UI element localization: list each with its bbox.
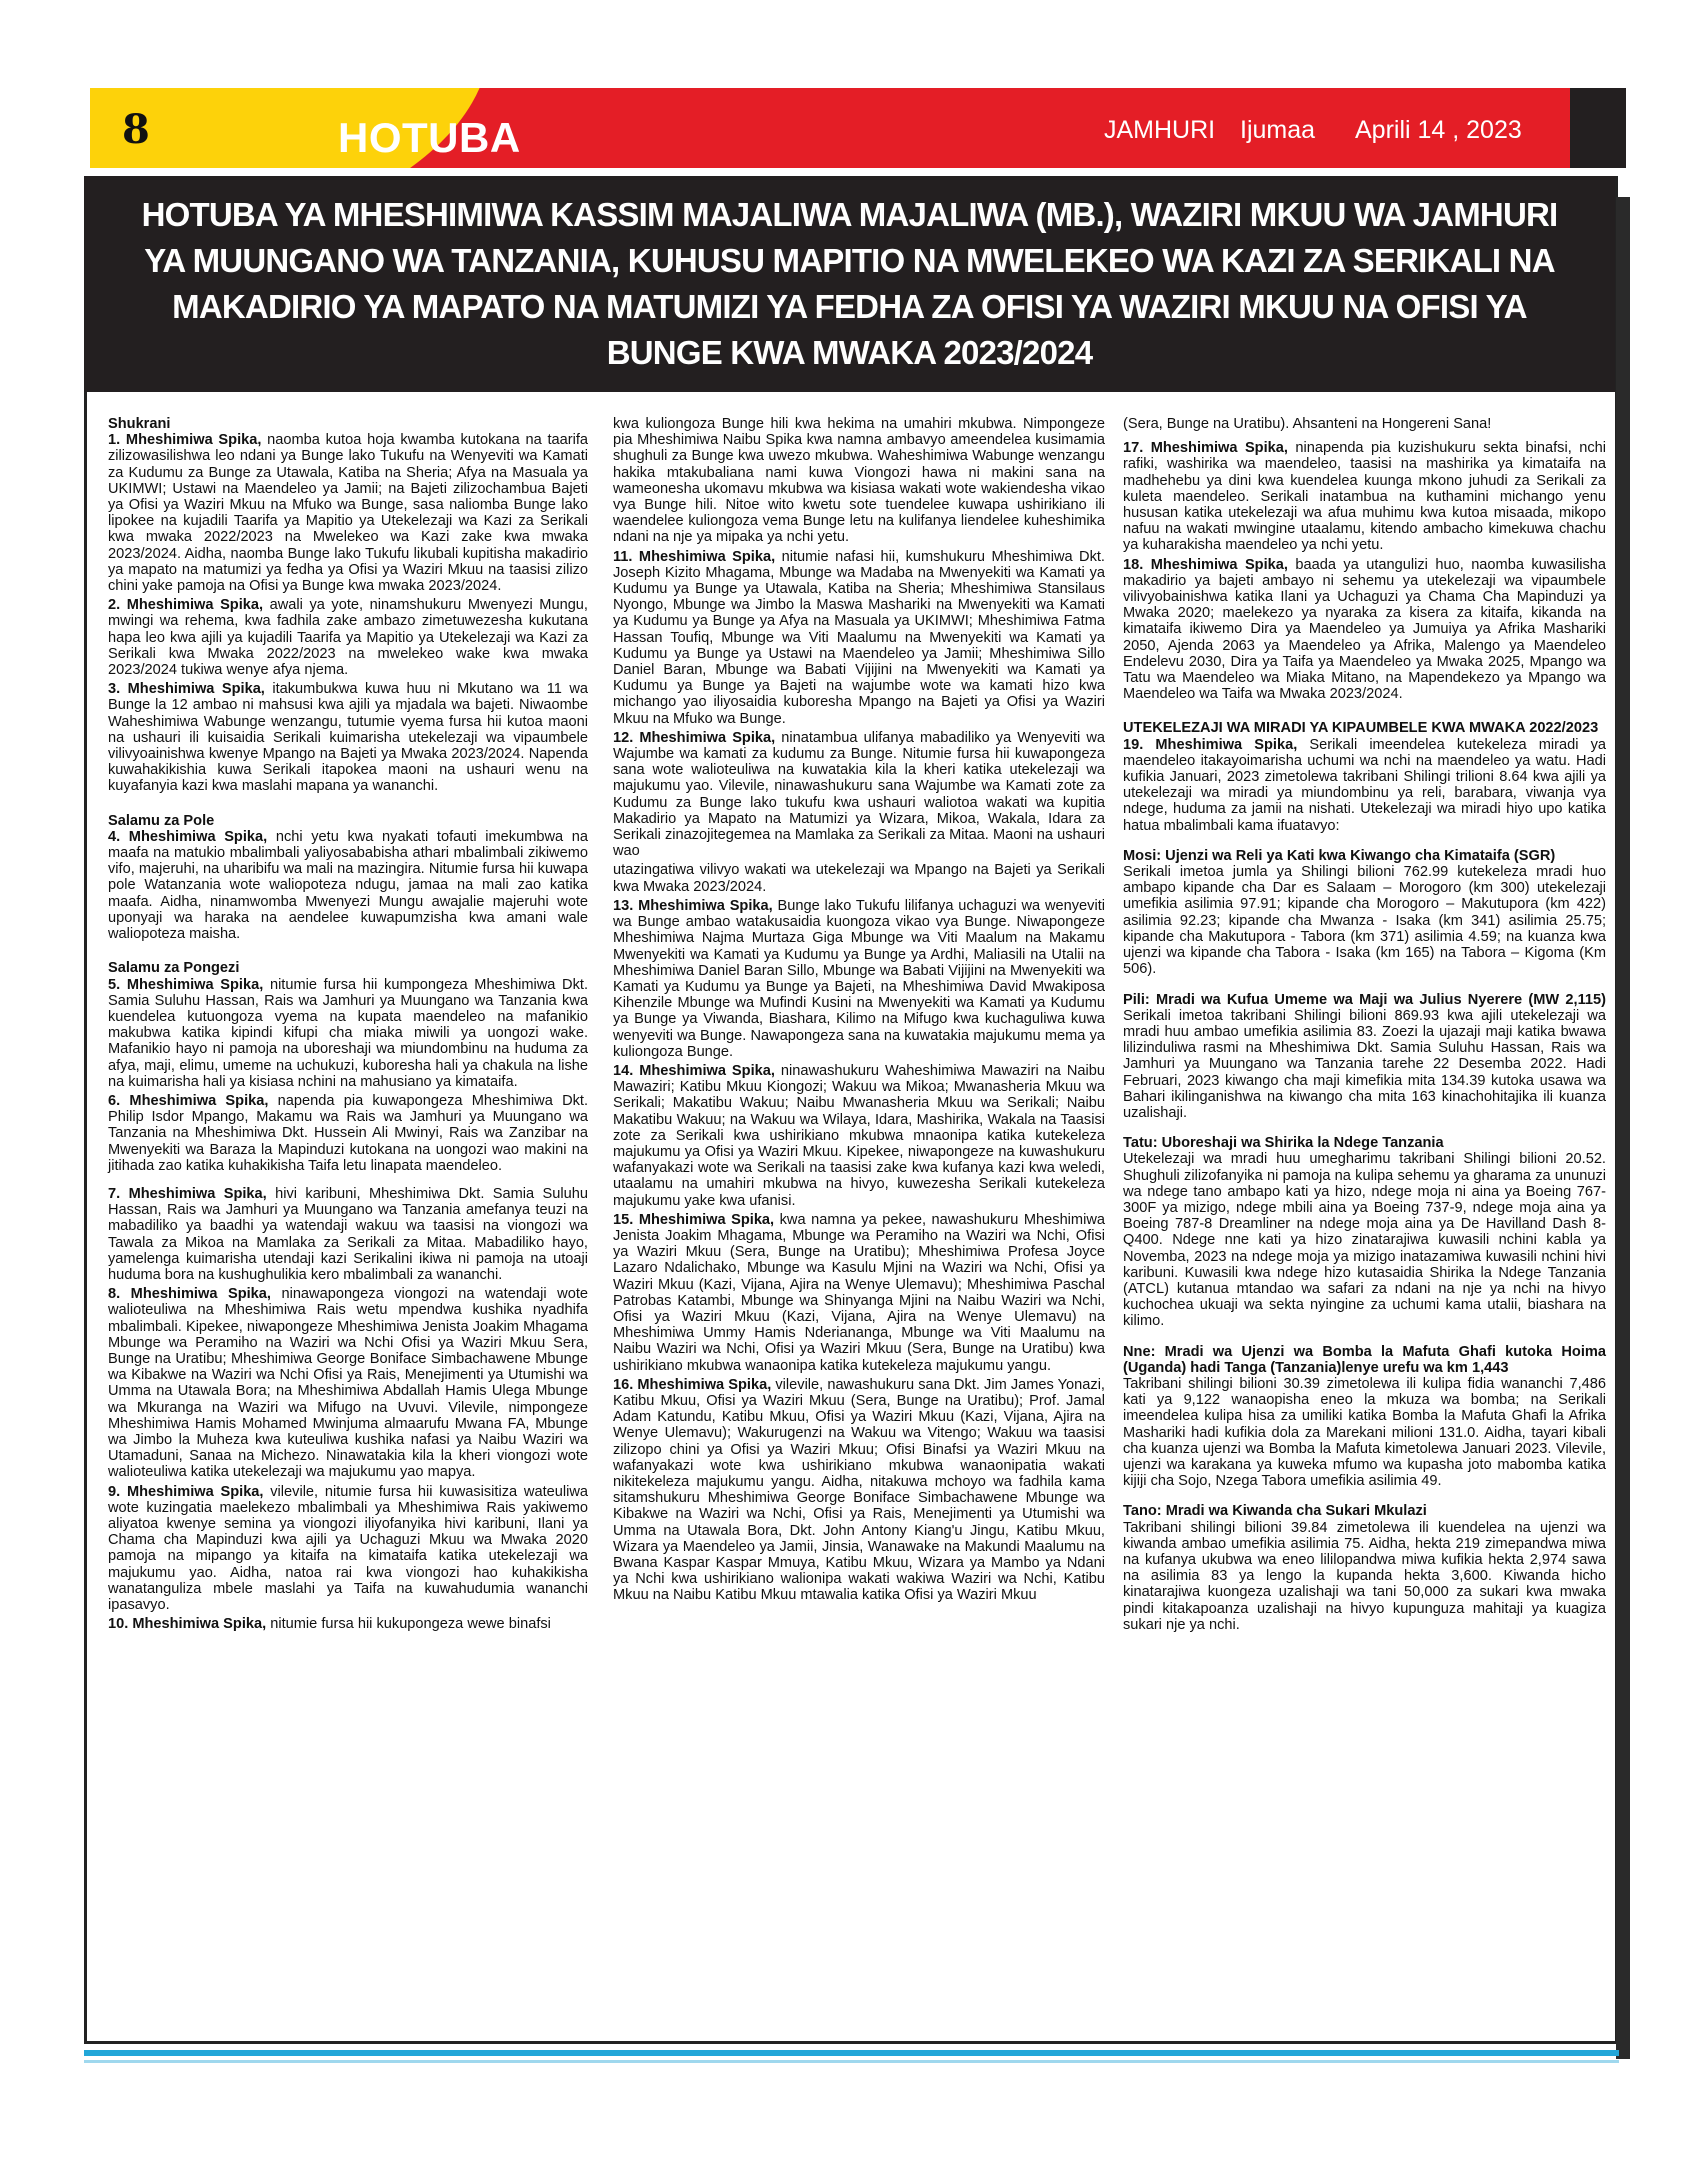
- paragraph-3: 3. Mheshimiwa Spika, itakumbukwa kuwa huu ni Mkutano wa 11 wa Bunge la 12 ambao ni mahsusi kwa ajili ya mjadala wa bajeti. Niwaombe Waheshimiwa Wabunge wenzangu, tutumie vyema fursa hii kutoa maoni na ushauri ili kuisaidia Serikali kuimarisha utekelezaji wa vipaumbele vilivyoainishwa kwenye Mpango na Bajeti ya Mwaka 2023/2024. Napenda kuwahakikishia kuwa Serikali itapokea maoni na ushauri wenu na kuyafanyia kazi kwa maslahi mapana ya wananchi.: [108, 681, 588, 795]
- subheading-utekelezaji: UTEKELEZAJI WA MIRADI YA KIPAUMBELE KWA MWAKA 2022/2023: [1123, 720, 1599, 737]
- paragraph-18: 18. Mheshimiwa Spika, baada ya utangulizi huo, naomba kuwasilisha makadirio ya bajeti ambayo ni sehemu ya utekelezaji wa vipaumbele vilivyobainishwa katika Ilani ya Uchaguzi ya Chama Cha Mapinduzi ya Mwaka 2020; maelekezo ya nyaraka za kisera za kitaifa, kikanda na kimataifa ikiwemo Dira ya Maendeleo ya Jumuiya ya Afrika Mashariki 2050, Ajenda 2063 ya Maendeleo ya Afrika, Malengo ya Maendeleo Endelevu 2030, Dira ya Taifa ya Maendeleo ya Mwaka 2025, Mpango wa Tatu wa Maendeleo wa Miaka Mitano, na Mapendekezo ya Mpango wa Maendeleo wa Taifa wa Mwaka 2023/2024.: [1123, 556, 1606, 703]
- project-tatu: Tatu: Uboreshaji wa Shirika la Ndege Tanzania Utekelezaji wa mradi huu umegharimu takribani Shilingi bilioni 20.52. Shughuli zilizofanyika ni pamoja na kulipa sehemu ya gharama za ununuzi wa ndege tano ambapo kati ya hizo, ndege moja ni aina ya Boeing 767-300F ya mizigo, ndege mbili aina ya Boeing 737-9, ndege moja aina ya Boeing 787-8 Dreamliner na ndege moja aina ya De Havilland Dash 8-Q400. Ndege nne kati ya hizo zinatarajiwa kuwasili nchini kabla ya Novemba, 2023 na ndege moja ya mizigo inatazamiwa kuwasili nchini hivi karibuni. Kuwasili kwa ndege hizo kutasaidia Shirika la Ndege Tanzania (ATCL) kutanua mtandao wa safari za ndani na nje ya nchi na hivyo kuchochea ukuaji wa sekta nyingine za uchumi kama utalii, biashara na kilimo.: [1123, 1135, 1606, 1330]
- paragraph-11: 11. Mheshimiwa Spika, nitumie nafasi hii, kumshukuru Mheshimiwa Dkt. Joseph Kizito Mhagama, Mbunge wa Madaba na Mwenyekiti wa Kamati ya Kudumu ya Bunge ya Utawala, Katiba na Sheria; Mheshimiwa Stansilaus Nyongo, Mbunge wa Jimbo la Maswa Mashariki na Mwenyekiti wa Kamati ya Kudumu ya Bunge ya Afya na Masuala ya UKIMWI; Mheshimiwa Fatma Hassan Toufiq, Mbunge wa Viti Maalumu na Mwenyekiti wa Kamati ya Kudumu ya Bunge ya Ustawi na Maendeleo ya Jamii; Mheshimiwa Sillo Daniel Baran, Mbunge wa Babati Vijijini na Mwenyekiti wa Kamati ya Kudumu ya Bunge ya Bajeti na wajumbe wote wa kamati hizo kwa michango yao iliyosaidia kuboresha Mpango na Bajeti ya Ofisi ya Waziri Mkuu na Mfuko wa Bunge.: [613, 548, 1105, 727]
- subheading-pongezi: Salamu za Pongezi: [108, 960, 240, 977]
- issue-date: Aprili 14 , 2023: [1355, 116, 1522, 144]
- project-nne: Nne: Mradi wa Ujenzi wa Bomba la Mafuta Ghafi kutoka Hoima (Uganda) hadi Tanga (Tanzania)lenye urefu wa km 1,443 Takribani shilingi bilioni 30.39 zimetolewa ili kulipa fidia wananchi 7,486 kati ya 9,122 wanaopisha eneo la mkuza wa bomba; na Serikali imeendelea kulipa hisa za umiliki katika Bomba la Mafuta Ghafi la Afrika Mashariki hadi kufikia dola za Marekani milioni 131.0. Aidha, tayari kibali cha kuanza ujenzi wa Bomba la Mafuta kimetolewa Januari 2023. Vilevile, ujenzi wa karakana ya kuweka mfumo wa kupasha joto mabomba katika kijiji cha Sojo, Nzega Tabora umefikia asilimia 49.: [1123, 1343, 1606, 1490]
- footer-rule: [84, 2050, 1619, 2056]
- paragraph-10: 10. Mheshimiwa Spika, nitumie fursa hii kukupongeza wewe binafsi: [108, 1616, 551, 1633]
- paragraph-14: 14. Mheshimiwa Spika, ninawashukuru Waheshimiwa Mawaziri na Naibu Mawaziri; Katibu Mkuu Kiongozi; Wakuu wa Mikoa; Mwanasheria Mkuu wa Serikali; Makatibu Wakuu; Naibu Mwanasheria Mkuu wa Serikali; Naibu Makatibu Wakuu; na Wakuu wa Wilaya, Idara, Mashirika, Wakala na Taasisi zote za Serikali kwa ushirikiano mkubwa mnaonipa katika kutekeleza majukumu ya Ofisi ya Waziri Mkuu. Kipekee, niwapongeze na kuwashukuru wafanyakazi wote wa Serikali na taasisi zake kwa kufanya kazi kwa weledi, utaalamu na umahiri mkubwa na hivyo, kuwezesha Serikali kutekeleza majukumu yake kwa ufanisi.: [613, 1062, 1105, 1209]
- paragraph-4: 4. Mheshimiwa Spika, nchi yetu kwa nyakati tofauti imekumbwa na maafa na matukio mbalimbali yaliyosababisha athari mbalimbali zikiwemo vifo, majeruhi, na uharibifu wa mali na mazingira. Nitumie fursa hii kuwapa pole Watanzania wote waliopoteza ndugu, jamaa na mali zao katika maafa. Aidha, ninamwomba Mwenyezi Mungu awajalie majeruhi wote uponyaji wa haraka na aendelee kuwapumzisha kwa amani wale waliopoteza maisha.: [108, 828, 589, 943]
- section-name: HOTUBA: [338, 114, 521, 161]
- project-tano: Tano: Mradi wa Kiwanda cha Sukari Mkulazi Takribani shilingi bilioni 39.84 zimetolewa ili kuendelea na ujenzi wa kiwanda ambao umefikia asilimia 75. Aidha, hekta 219 zimepandwa miwa na kufanya ukubwa wa eneo lililopandwa miwa kufikia hekta 2,974 sawa na asilimia 83 ya lengo la kupanda hekta 3,600. Kiwanda hicho kinatarajiwa kuongeza uzalishaji wa tani 50,000 za sukari kwa mwaka pindi kitakapoanza uzalishaji na hivyo kupunguza mahitaji ya kuagiza sukari nje ya nchi.: [1123, 1503, 1606, 1633]
- column-2: [613, 416, 1105, 1607]
- footer-rule-light: [84, 2060, 1619, 2063]
- paragraph-9: 9. Mheshimiwa Spika, vilevile, nitumie fursa hii kuwasisitiza wateuliwa wote kuzingatia maelekezo mbalimbali ya Mheshimiwa Rais yakiwemo aliyatoa kwenye semina ya viongozi iliyofanyika hivi karibuni, Ilani ya Chama cha Mapinduzi kwa ajili ya Uchaguzi Mkuu wa Mwaka 2020 pamoja na mipango ya kitaifa na kimataifa katika utekelezaji wa majukumu yao. Aidha, natoa rai kwa viongozi hao kuhakikisha wanatanguliza mbele maslahi ya Taifa na kuwahudumia wananchi ipasavyo.: [108, 1483, 588, 1614]
- paragraph-17: 17. Mheshimiwa Spika, ninapenda pia kuzishukuru sekta binafsi, nchi rafiki, washirika wa maendeleo, taasisi na mashirika ya kimataifa na madhehebu ya dini kwa kuendelea kuunga mkono juhudi za Serikali za kuleta maendeleo. Serikali inatambua na kuthamini michango yenu hususan katika utekelezaji wa afua muhimu kwa kutoa misaada, mikopo nafuu na wakati mwingine utaalamu, kitendo ambacho kimekuwa chachu ya kuharakisha maendeleo ya nchi yetu.: [1123, 440, 1606, 554]
- paragraph-6: 6. Mheshimiwa Spika, napenda pia kuwapongeza Mheshimiwa Dkt. Philip Isdor Mpango, Makamu wa Rais wa Jamhuri ya Muungano wa Tanzania na Mheshimiwa Dkt. Hussein Ali Mwinyi, Rais wa Zanzibar na Mwenyekiti wa Baraza la Mapinduzi kutokana na uongozi wao makini na jitihada zao katika kuhakikisha Taifa letu linapata maendeleo.: [108, 1092, 589, 1174]
- headline-box: [84, 176, 1615, 392]
- paragraph-10-cont: kwa kuliongoza Bunge hili kwa hekima na umahiri mkubwa. Nimpongeze pia Mheshimiwa Naibu Spika kwa namna ambavyo ameendelea kusimamia shughuli za Bunge kwa uwezo mkubwa. Waheshimiwa Wabunge wenzangu hakika mtakubaliana nami kuwa Viongozi hawa ni makini sana na wameonesha ukomavu mkubwa wa kisiasa wakati wote wakiendesha vikao vya Bunge hili. Nitoe wito kwetu sote tuendelee kuwapa ushirikiano ili waendelee kuliongoza vema Bunge letu na kulifanya liendelee kuheshimika ndani na nje ya mipaka ya nchi yetu.: [613, 416, 1105, 546]
- column-3: [1123, 416, 1606, 1636]
- subheading-shukrani: Shukrani: [108, 416, 171, 432]
- paragraph-12-cont: utazingatiwa vilivyo wakati wa utekelezaji wa Mpango na Bajeti ya Serikali kwa Mwaka 2023/2024.: [613, 862, 1105, 895]
- paragraph-8: 8. Mheshimiwa Spika, ninawapongeza viongozi na watendaji wote walioteuliwa na Mheshimiwa Rais wetu mpendwa kushika nyadhifa mbalimbali. Kipekee, niwapongeze Mheshimiwa Jenista Joakim Mhagama Mbunge wa Peramiho na Waziri wa Nchi Ofisi ya Waziri Mkuu Sera, Bunge na Uratibu; Mheshimiwa George Boniface Simbachawene Mbunge wa Kibakwe na Waziri wa Nchi Ofisi ya Rais, Menejimenti ya Utumishi wa Umma na Utawala Bora; na Mheshimiwa Abdallah Hamis Ulega Mbunge wa Mkuranga na Waziri wa Mifugo na Uvuvi. Vilevile, nimpongeze Mheshimiwa Hamis Mohamed Mwinjuma almaarufu Mwana FA, Mbunge wa Jimbo la Muheza kwa kuteuliwa kushika nafasi ya Naibu Waziri wa Utamaduni, Sanaa na Michezo. Ninawatakia kila la kheri viongozi wote walioteuliwa katika utekelezaji wa majukumu yao mapya.: [108, 1286, 588, 1481]
- paragraph-7: 7. Mheshimiwa Spika, hivi karibuni, Mheshimiwa Dkt. Samia Suluhu Hassan, Rais wa Jamhuri ya Muungano wa Tanzania amefanya teuzi na mabadiliko ya baadhi ya watendaji wakuu wa taasisi na viongozi wa Tawala za Mikoa na Mamlaka za Serikali za Mitaa. Mabadiliko hayo, yamelenga kuimarisha utendaji kazi Serikalini ikiwa ni pamoja na utoaji huduma bora na kushughulikia kero mbalimbali za wananchi.: [108, 1185, 588, 1283]
- page-number: 8: [122, 106, 150, 153]
- masthead-dark-stripe: [1570, 88, 1626, 168]
- paragraph-16: 16. Mheshimiwa Spika, vilevile, nawashukuru sana Dkt. Jim James Yonazi, Katibu Mkuu, Ofisi ya Waziri Mkuu (Sera, Bunge na Uratibu); Prof. Jamal Adam Katundu, Katibu Mkuu, Ofisi ya Waziri Mkuu (Kazi, Vijana, Ajira na Wenye Ulemavu); Wakurugenzi na Wakuu wa Vitengo; Wakuu wa taasisi zilizopo chini ya Ofisi ya Waziri Mkuu; Ofisi Binafsi ya Waziri Mkuu na wafanyakazi wote kwa ushirikiano mkubwa wanaonipatia wakati nikitekeleza majukumu yangu. Aidha, nitakuwa mchoyo wa fadhila kama sitamshukuru Mheshimiwa George Boniface Simbachawene Mbunge wa Kibakwe na Waziri wa Nchi, Ofisi ya Rais, Menejimenti ya Utumishi wa Umma na Utawala Bora, Dkt. John Antony Kiang'u Jingu, Katibu Mkuu, Wizara ya Maendeleo ya Jamii, Jinsia, Wanawake na Makundi Maalumu na Bwana Kaspar Kaspar Mmuya, Katibu Mkuu, Wizara ya Mambo ya Ndani ya Nchi kwa ushirikiano walionipa wakati wakiwa Waziri wa Nchi, Katibu Mkuu na Naibu Katibu Mkuu mtawalia katika Ofisi ya Waziri Mkuu: [613, 1376, 1105, 1604]
- frame-shadow: [1616, 197, 1630, 2059]
- paragraph-16-cont: (Sera, Bunge na Uratibu). Ahsanteni na Hongereni Sana!: [1123, 416, 1492, 432]
- paper-name: JAMHURI: [1104, 116, 1216, 144]
- paragraph-5: 5. Mheshimiwa Spika, nitumie fursa hii kumpongeza Mheshimiwa Dkt. Samia Suluhu Hassan, Rais wa Jamhuri ya Muungano wa Tanzania kwa kuendelea kutuongoza vyema na kupata maendeleo na mafanikio makubwa katika kipindi kifupi cha miaka miwili ya uongozi wake. Mafanikio hayo ni pamoja na uboreshaji wa miundombinu na huduma za afya, maji, elimu, umeme na uchukuzi, kuboresha hali ya chakula na lishe na kuimarisha hali ya kisiasa nchini na mahusiano ya kimataifa.: [108, 976, 588, 1090]
- paragraph-13: 13. Mheshimiwa Spika, Bunge lako Tukufu lilifanya uchaguzi wa wenyeviti wa Bunge ambao watakusaidia kuongoza vikao vya Bunge. Niwapongeze Mheshimiwa Najma Murtaza Giga Mbunge wa Viti Maalum na Makamu Mwenyekiti wa Kamati ya Kudumu ya Bunge ya Ardhi, Maliasili na Utalii na Mheshimiwa Daniel Baran Sillo, Mbunge wa Babati Vijijini na Mwenyekiti wa Kamati ya Kudumu ya Bunge ya Bajeti, na Mheshimiwa David Mwakiposa Kihenzile Mbunge wa Mufindi Kusini na Mwenyekiti wa Kamati ya Kudumu ya Bunge ya Viwanda, Biashara, Kilimo na Mifugo kwa kuchaguliwa kuwa wenyeviti wa Bunge. Nawapongeza sana na kuwatakia majukumu mema ya kuliongoza Bunge.: [613, 897, 1105, 1060]
- project-mosi: Mosi: Ujenzi wa Reli ya Kati kwa Kiwango cha Kimataifa (SGR) Serikali imetoa jumla ya Shilingi bilioni 762.99 kutekeleza mradi huo ambapo kipande cha Dar es Salaam – Morogoro (km 300) utekelezaji umefikia asilimia 97.91; kipande cha Morogoro – Makutupora (km 422) asilimia 92.23; kipande cha Mwanza - Isaka (km 341) asilimia 25.75; kipande cha Makutupora - Tabora (km 371) asilimia 4.59; na kuanza kwa ujenzi wa kipande cha Tabora - Isaka (km 165) na Tabora – Kigoma (Km 506).: [1123, 847, 1606, 978]
- paragraph-19: 19. Mheshimiwa Spika, Serikali imeendelea kutekeleza miradi ya maendeleo itakayoimarisha uchumi wa nchi na maendeleo ya watu. Hadi kufikia Januari, 2023 zimetolewa takribani Shilingi trilioni 8.64 kwa ajili ya utekelezaji wa miradi ya miundombinu ya reli, barabara, viwanja vya ndege, huduma za jamii na nishati. Utekelezaji wa miradi hiyo upo katika hatua mbalimbali kama ifuatavyo:: [1123, 736, 1606, 834]
- subheading-pole: Salamu za Pole: [108, 812, 215, 829]
- paragraph-12: 12. Mheshimiwa Spika, ninatambua ulifanya mabadiliko ya Wenyeviti wa Wajumbe wa kamati za kudumu za Bunge. Nitumie fursa hii kuwapongeza sana wote walioteuliwa na kuwatakia kila la kheri katika utekelezaji wa majukumu yao. Vilevile, ninawashukuru sana Wajumbe wa Kamati zote za Kudumu za Bunge lako tukufu kwa ushauri waliotoa wakati wa kupitia Makadirio ya Mapato na Matumizi ya Wizara, Mikoa, Wakala, Idara za Serikali zinazojitegemea na Mamlaka za Serikali za Mitaa. Maoni na ushauri wao: [613, 729, 1105, 860]
- issue-day: Ijumaa: [1240, 116, 1316, 144]
- paragraph-15: 15. Mheshimiwa Spika, kwa namna ya pekee, nawashukuru Mheshimiwa Jenista Joakim Mhagama, Mbunge wa Peramiho na Waziri wa Nchi, Ofisi ya Waziri Mkuu (Sera, Bunge na Uratibu); Mheshimiwa Profesa Joyce Lazaro Ndalichako, Mbunge wa Kasulu Mjini na Waziri wa Nchi, Ofisi ya Waziri Mkuu (Kazi, Vijana, Ajira na Wenye Ulemavu); Mheshimiwa Paschal Patrobas Katambi, Mbunge wa Shinyanga Mjini na Naibu Waziri wa Nchi, Ofisi ya Waziri Mkuu (Kazi, Vijana, Ajira na Wenye Ulemavu) na Mheshimiwa Ummy Hamis Nderiananga, Mbunge wa Viti Maalumu na Naibu Waziri wa Nchi, Ofisi ya Waziri Mkuu (Sera, Bunge na Uratibu) kwa ushirikiano mkubwa wanaonipa katika kutekeleza majukumu yangu.: [613, 1211, 1105, 1374]
- headline: HOTUBA YA MHESHIMIWA KASSIM MAJALIWA MAJALIWA (MB.), WAZIRI MKUU WA JAMHURI YA MUUNGANO WA TANZANIA, KUHUSU MAPITIO NA MWELEKEO WA KAZI ZA SERIKALI NA MAKADIRIO YA MAPATO NA MATUMIZI YA FEDHA ZA OFISI YA WAZIRI MKUU NA OFISI YA BUNGE KWA MWAKA 2023/2024: [141, 196, 1558, 371]
- paragraph-2: 2. Mheshimiwa Spika, awali ya yote, ninamshukuru Mwenyezi Mungu, mwingi wa rehema, kwa fadhila zake ambazo zimetuwezesha kukutana hapa leo kwa ajili ya kujadili Taarifa ya Mapitio ya Utekelezaji wa Kazi za Serikali kwa Mwaka 2022/2023 na mwelekeo wake kwa mwaka 2023/2024 tukiwa wenye afya njema.: [108, 597, 588, 679]
- project-pili: Pili: Mradi wa Kufua Umeme wa Maji wa Julius Nyerere (MW 2,115) Serikali imetoa takribani Shilingi bilioni 869.93 kwa ajili utekelezaji wa mradi huu ambao umefikia asilimia 83. Zoezi la ujazaji maji katika bwawa lilizinduliwa rasmi na Mheshimiwa Dkt. Samia Suluhu Hassan, Rais wa Jamhuri ya Muungano wa Tanzania tarehe 22 Desemba 2022. Hadi Februari, 2023 kiwango cha maji kimefikia mita 134.39 kutoka usawa wa Bahari ikilinganishwa na kiwango cha mita 163 kinachohitajika ili kuanza uzalishaji.: [1123, 991, 1606, 1121]
- column-1: [108, 416, 588, 1635]
- paragraph-1: 1. Mheshimiwa Spika, naomba kutoa hoja kwamba kutokana na taarifa zilizowasilishwa leo ndani ya Bunge lako Tukufu na Wenyeviti wa Kamati za Kudumu za Bunge za Utawala, Katiba na Sheria; Afya na Masuala ya UKIMWI; Ustawi na Maendeleo ya Jamii; na Bajeti zilizochambua Bajeti ya Ofisi ya Waziri Mkuu na Mfuko wa Bunge, sasa naliomba Bunge lako lipokee na kujadili Taarifa ya Mapitio ya Utekelezaji wa Kazi za Serikali kwa mwaka 2022/2023 na Mwelekeo wa Kazi zake kwa mwaka 2023/2024. Aidha, naomba Bunge lako Tukufu likubali kupitisha makadirio ya mapato na matumizi ya fedha ya Ofisi ya Waziri Mkuu na taasisi zilizo chini yake pamoja na Ofisi ya Bunge kwa mwaka 2023/2024.: [108, 432, 588, 595]
